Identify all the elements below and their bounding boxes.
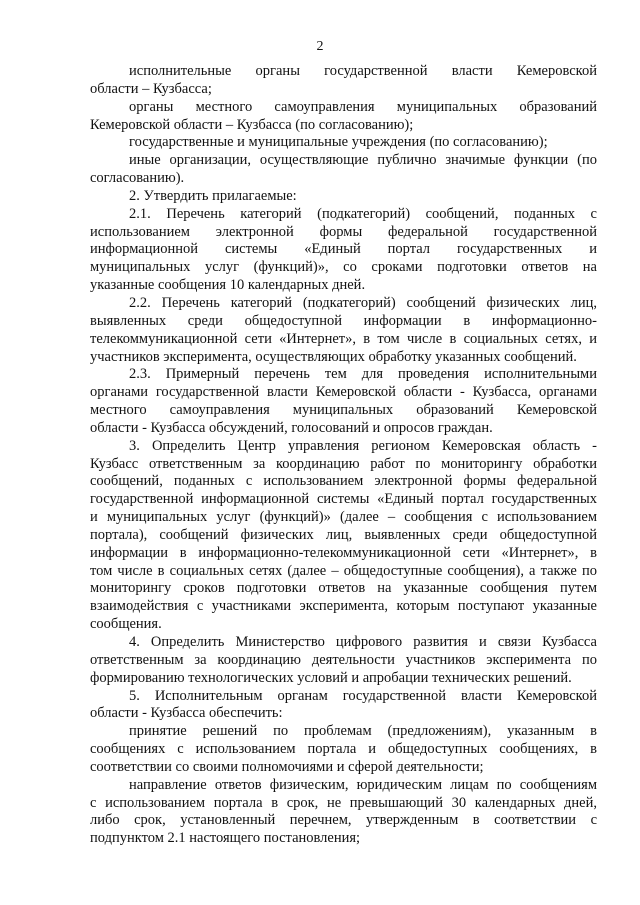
text-line: области – Кузбасса; [90,80,212,97]
text-line: сообщениях с использованием портала и общедоступных сообщениях, в [90,741,597,758]
text-line: согласованию). [90,170,185,187]
text-line: мониторингу сроков подготовки ответов на указанные сообщения путем [90,580,597,597]
text-line: исполнительные органы государственной власти Кемеровской [129,63,597,79]
text-line: указанные сообщения 10 календарных дней. [90,277,366,294]
text-line: иные организации, осуществляющие публично значимые функции (по [129,152,597,169]
text-line: информации в информационно-телекоммуникационной сети «Интернет», в [90,544,597,561]
text-line: Кузбасс ответственным за координацию работ по мониторингу обработки [90,455,597,472]
text-line: с использованием портала в срок, не превышающий 30 календарных дней, [90,794,597,811]
text-line: 2.2. Перечень категорий (подкатегорий) сообщений физических лиц, [129,294,597,311]
text-line: соответствии со своими полномочиями и сферой деятельности; [90,758,484,775]
text-line: 5. Исполнительным органам государственной власти Кемеровской [129,687,597,704]
text-line: взаимодействия с участниками эксперимента, которым поступают указанные [90,598,597,615]
text-line: 4. Определить Министерство цифрового развития и связи Кузбасса [129,634,597,650]
text-line: органами государственной власти Кемеровской области - Кузбасса, органами [90,384,597,401]
text-line: принятие решений по проблемам (предложениям), указанным в [129,723,597,740]
text-line: ответственным за координацию деятельности участников эксперимента по [90,651,597,668]
text-line: сообщения. [90,616,162,633]
text-line: 2.3. Примерный перечень тем для проведения исполнительными [129,366,597,383]
text-line: портала), сообщений физических лиц, выявленных среди общедоступной [90,526,597,543]
text-line: Кемеровской области – Кузбасса (по согласованию); [90,116,414,133]
text-line: государственные и муниципальные учреждения (по согласованию); [129,134,548,151]
text-line: участников эксперимента, осуществляющих обработку указанных сообщений. [90,348,577,365]
text-line: области - Кузбасса обсуждений, голосований и опросов граждан. [90,419,493,436]
text-line: и муниципальных услуг (функций)» (далее – сообщения с использованием [90,509,597,526]
text-line: использованием электронной формы федеральной государственной [90,223,597,240]
text-line: сообщений, поданных с использованием электронной формы федеральной [90,473,597,490]
text-line: 3. Определить Центр управления регионом Кемеровская область - [129,437,597,454]
text-line: либо срок, установленный перечнем, утвержденным в соответствии с [90,812,597,829]
text-line: телекоммуникационной сети «Интернет», в том числе в социальных сетях, и [90,330,597,347]
text-line: государственной информационной системы «Единый портал государственных [90,491,597,508]
text-line: подпунктом 2.1 настоящего постановления; [90,830,361,847]
text-line: информационной системы «Единый портал государственных и [90,241,597,258]
page-number: 2 [316,39,324,54]
text-line: местного самоуправления муниципальных образований Кемеровской [90,402,597,419]
text-line: направление ответов физическим, юридическим лицам по сообщениям [129,776,597,793]
text-line: органы местного самоуправления муниципальных образований [129,98,597,115]
text-line: муниципальных услуг (функций)», со сроками подготовки ответов на [90,259,597,276]
text-line: области - Кузбасса обеспечить: [90,705,283,722]
text-line: формированию технологических условий и апробации технических решений. [90,669,572,686]
text-line: выявленных среди общедоступной информации в информационно- [90,312,597,329]
text-line: 2.1. Перечень категорий (подкатегорий) сообщений, поданных с [129,205,597,222]
text-line: 2. Утвердить прилагаемые: [129,187,297,204]
document-body [90,63,597,848]
text-line: том числе в социальных сетях (далее – общедоступные сообщения), а также по [90,562,597,579]
